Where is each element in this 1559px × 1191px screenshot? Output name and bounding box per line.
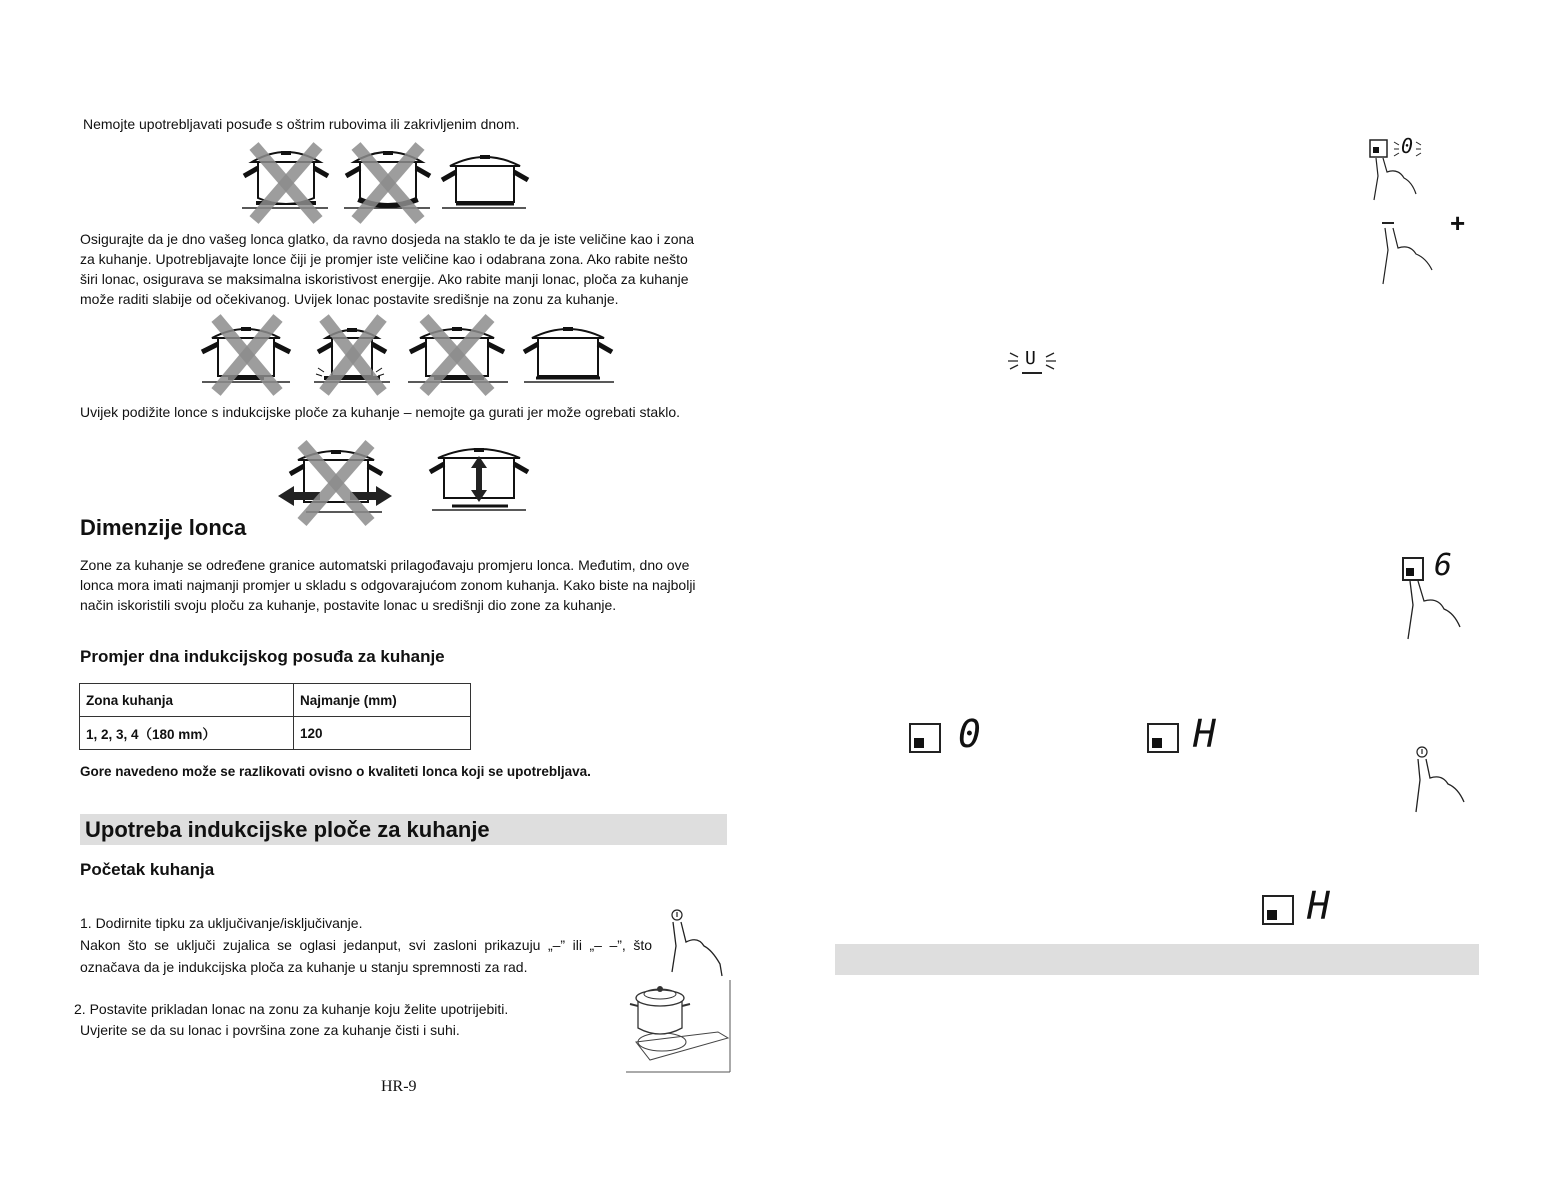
pot-icon <box>442 155 528 208</box>
paragraph-line: lonca mora imati najmanji promjer u skladu s odgovarajućom zonom kuhanja. Kako biste na najbolji <box>80 577 696 593</box>
section-banner <box>80 814 727 845</box>
paragraph-line: može raditi slabije od očekivanog. Uvijek lonac postavite središnje na zonu za kuhanje. <box>80 291 619 307</box>
display-digit: 0 <box>958 712 981 756</box>
section-title: Upotreba indukcijske ploče za kuhanje <box>85 817 490 842</box>
table-header-cell: Zona kuhanja <box>80 684 294 717</box>
page-number: HR-9 <box>381 1078 417 1095</box>
crossed-pot-icon <box>344 146 430 220</box>
table-header-row <box>80 684 471 717</box>
pot-row-2 <box>198 312 618 397</box>
table-note: Gore navedeno može se razlikovati ovisno o kvaliteti lonca koji se upotrebljava. <box>80 764 591 779</box>
table-cell: 120 <box>294 717 471 750</box>
table-title: Promjer dna indukcijskog posuđa za kuhanje <box>80 647 445 666</box>
pot-on-hob-icon <box>626 980 732 1074</box>
step-line: Nakon što se uključi zujalica se oglasi jedanput, svi zasloni prikazuju „–” ili „– –”, što <box>80 937 652 953</box>
display-digit: 0 <box>1401 134 1414 158</box>
pot-base-paragraph <box>80 229 694 309</box>
step-line: Uvjerite se da su lonac i površina zone za kuhanje čisti i suhi. <box>80 1022 460 1038</box>
crossed-pot-icon <box>314 318 390 392</box>
paragraph-line: Osigurajte da je dno vašeg lonca glatko, da ravno dosjeda na staklo te da je iste veličine kao i zona <box>80 231 695 247</box>
step-1 <box>80 912 652 978</box>
finger-touch-icon <box>1380 220 1440 290</box>
crossed-pot-icon <box>242 146 328 220</box>
table-header-cell: Najmanje (mm) <box>294 684 471 717</box>
table-row <box>80 717 471 750</box>
pot-row-3 <box>276 438 536 528</box>
finger-touch-icon <box>1410 744 1470 816</box>
step-line: 1. Dodirnite tipku za uključivanje/isključivanje. <box>80 915 363 931</box>
finger-touch-icon <box>664 906 724 978</box>
paragraph-line: Zone za kuhanje se određene granice automatski prilagođavaju promjeru lonca. Međutim, dno ove <box>80 557 690 573</box>
crossed-pot-icon <box>408 318 508 392</box>
intro-line: Nemojte upotrebljavati posuđe s oštrim rubovima ili zakrivljenim dnom. <box>83 116 520 132</box>
dims-title: Dimenzije lonca <box>80 515 247 540</box>
display-digit: H <box>1193 712 1216 756</box>
pot-icon <box>524 327 614 382</box>
start-title: Početak kuhanja <box>80 860 215 879</box>
display-h <box>1261 894 1295 926</box>
display-digit: H <box>1307 884 1330 928</box>
pot-dimension-table <box>79 683 471 750</box>
paragraph-line: način iskoristili svoju ploču za kuhanje, postavite lonac u središnji dio zone za kuhanje. <box>80 597 617 613</box>
crossed-pot-icon <box>202 318 290 392</box>
section-banner <box>835 944 1479 975</box>
table-cell: 1, 2, 3, 4（180 mm） <box>80 717 294 750</box>
dims-paragraph <box>80 555 696 615</box>
step-2 <box>74 999 508 1041</box>
plus-icon: + <box>1450 208 1466 238</box>
step-line: 2. Postavite prikladan lonac na zonu za kuhanje koju želite upotrijebiti. <box>74 1001 509 1017</box>
step-line: označava da je indukcijska ploča za kuhanje u stanju spremnosti za rad. <box>80 959 528 975</box>
paragraph-line: širi lonac, osigurava se maksimalna iskoristivost energije. Ako rabite manji lonac, ploča za kuhanje <box>80 271 689 287</box>
paragraph-line: za kuhanje. Upotrebljavajte lonce čiji je promjer iste veličine kao i odabrana zona. Ako rabite nešto <box>80 251 688 267</box>
pot-lift-icon <box>430 448 528 510</box>
display-zero <box>908 722 942 754</box>
lift-line: Uvijek podižite lonce s indukcijske ploče za kuhanje – nemojte ga gurati jer može ogrebati staklo. <box>80 404 680 420</box>
display-digit: U <box>1025 348 1036 369</box>
crossed-pot-icon <box>278 444 392 522</box>
display-digit: 6 <box>1434 548 1453 583</box>
pot-row-1 <box>238 140 528 225</box>
display-h <box>1146 722 1180 754</box>
